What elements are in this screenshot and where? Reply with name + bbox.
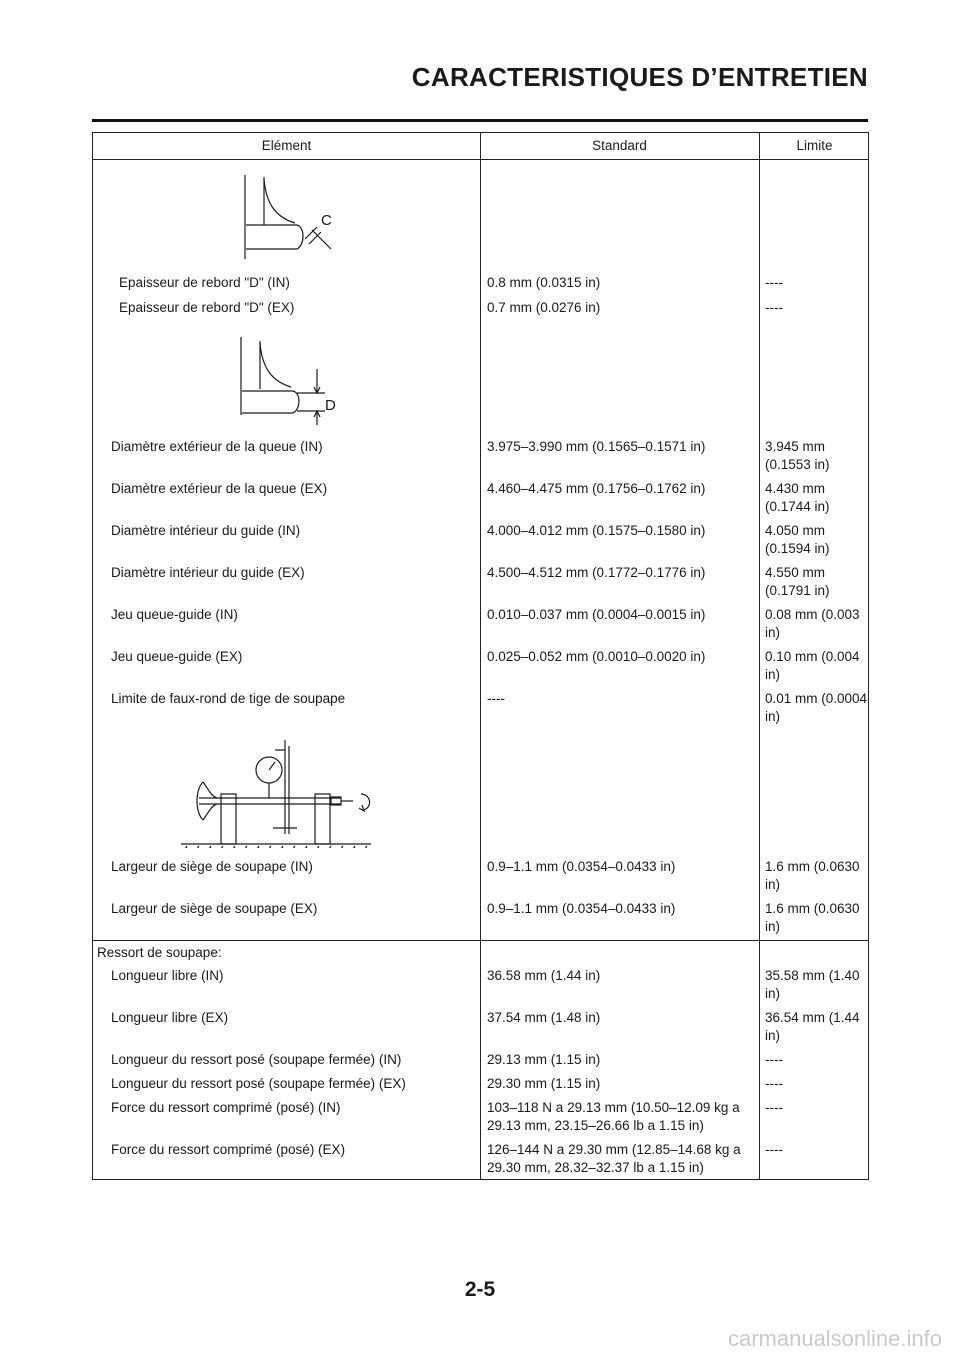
column-header-limit: Limite: [796, 138, 833, 153]
watermark: carmanualsonline.info: [727, 1326, 942, 1351]
row-element: Largeur de siège de soupape (EX): [111, 901, 318, 916]
row-limit: 3.945 mm (0.1553 in): [765, 439, 830, 472]
row-standard: 0.8 mm (0.0315 in): [487, 275, 601, 290]
row-element: Diamètre extérieur de la queue (EX): [111, 481, 328, 496]
label-d: D: [325, 397, 336, 414]
row-standard: 126–144 N a 29.30 mm (12.85–14.68 kg a 29.30 mm, 28.32–32.37 lb a 1.15 in): [487, 1142, 741, 1175]
column-header-standard: Standard: [592, 138, 647, 153]
row-element: Force du ressort comprimé (posé) (IN): [111, 1100, 341, 1115]
section-rule: [93, 940, 868, 941]
row-standard: 4.500–4.512 mm (0.1772–0.1776 in): [487, 565, 706, 580]
row-element: Epaisseur de rebord "D" (EX): [119, 300, 295, 315]
row-element: Diamètre intérieur du guide (EX): [111, 565, 305, 580]
row-limit: 1.6 mm (0.0630 in): [765, 901, 860, 934]
row-limit: 4.050 mm (0.1594 in): [765, 523, 830, 556]
row-limit: 0.01 mm (0.0004 in): [765, 691, 868, 724]
row-limit: 4.430 mm (0.1744 in): [765, 481, 830, 514]
header-rule: [93, 159, 868, 160]
row-element: Longueur du ressort posé (soupape fermée) (EX): [111, 1076, 406, 1091]
row-standard: 29.30 mm (1.15 in): [487, 1076, 601, 1091]
row-standard: 29.13 mm (1.15 in): [487, 1052, 601, 1067]
row-standard: 4.460–4.475 mm (0.1756–0.1762 in): [487, 481, 706, 496]
row-limit: ----: [765, 1100, 783, 1115]
page-title: CARACTERISTIQUES D’ENTRETIEN: [411, 62, 868, 92]
spec-table: [92, 132, 869, 1180]
row-standard: 0.7 mm (0.0276 in): [487, 300, 601, 315]
row-standard: ----: [487, 691, 505, 706]
row-standard: 0.025–0.052 mm (0.0010–0.0020 in): [487, 649, 706, 664]
label-c: C: [321, 212, 332, 229]
row-element: Longueur libre (IN): [111, 968, 224, 983]
row-limit: ----: [765, 1076, 783, 1091]
row-standard: 3.975–3.990 mm (0.1565–0.1571 in): [487, 439, 706, 454]
row-limit: 36.54 mm (1.44 in): [765, 1010, 860, 1043]
row-limit: 4.550 mm (0.1791 in): [765, 565, 830, 598]
column-header-element: Elément: [261, 138, 312, 153]
row-element: Longueur libre (EX): [111, 1010, 229, 1025]
row-limit: 0.10 mm (0.004 in): [765, 649, 860, 682]
row-element: Diamètre extérieur de la queue (IN): [111, 439, 323, 454]
column-divider: [480, 133, 481, 1179]
section-heading: Ressort de soupape:: [97, 945, 222, 960]
valve-margin-d-diagram: [233, 335, 353, 425]
row-standard: 36.58 mm (1.44 in): [487, 968, 601, 983]
row-standard: 4.000–4.012 mm (0.1575–0.1580 in): [487, 523, 706, 538]
row-element: Epaisseur de rebord "D" (IN): [119, 275, 290, 290]
row-standard: 37.54 mm (1.48 in): [487, 1010, 601, 1025]
row-standard: 0.9–1.1 mm (0.0354–0.0433 in): [487, 859, 676, 874]
row-element: Largeur de siège de soupape (IN): [111, 859, 313, 874]
row-element: Limite de faux-rond de tige de soupape: [111, 691, 346, 706]
title-rule: [92, 119, 868, 122]
row-limit: 35.58 mm (1.40 in): [765, 968, 860, 1001]
row-limit: ----: [765, 1052, 783, 1067]
row-element: Diamètre intérieur du guide (IN): [111, 523, 301, 538]
page-number: 2-5: [464, 1278, 496, 1301]
valve-runout-gauge-diagram: [181, 738, 381, 848]
row-element: Force du ressort comprimé (posé) (EX): [111, 1142, 346, 1157]
row-limit: ----: [765, 1142, 783, 1157]
row-standard: 0.9–1.1 mm (0.0354–0.0433 in): [487, 901, 676, 916]
valve-margin-c-diagram: [233, 171, 353, 261]
row-element: Jeu queue-guide (EX): [111, 649, 243, 664]
row-element: Longueur du ressort posé (soupape fermée) (IN): [111, 1052, 402, 1067]
row-standard: 103–118 N a 29.13 mm (10.50–12.09 kg a 29.13 mm, 23.15–26.66 lb a 1.15 in): [487, 1100, 740, 1133]
row-limit: ----: [765, 300, 783, 315]
row-limit: ----: [765, 275, 783, 290]
row-limit: 0.08 mm (0.003 in): [765, 607, 860, 640]
column-divider: [759, 133, 760, 1179]
row-element: Jeu queue-guide (IN): [111, 607, 238, 622]
row-standard: 0.010–0.037 mm (0.0004–0.0015 in): [487, 607, 706, 622]
row-limit: 1.6 mm (0.0630 in): [765, 859, 860, 892]
